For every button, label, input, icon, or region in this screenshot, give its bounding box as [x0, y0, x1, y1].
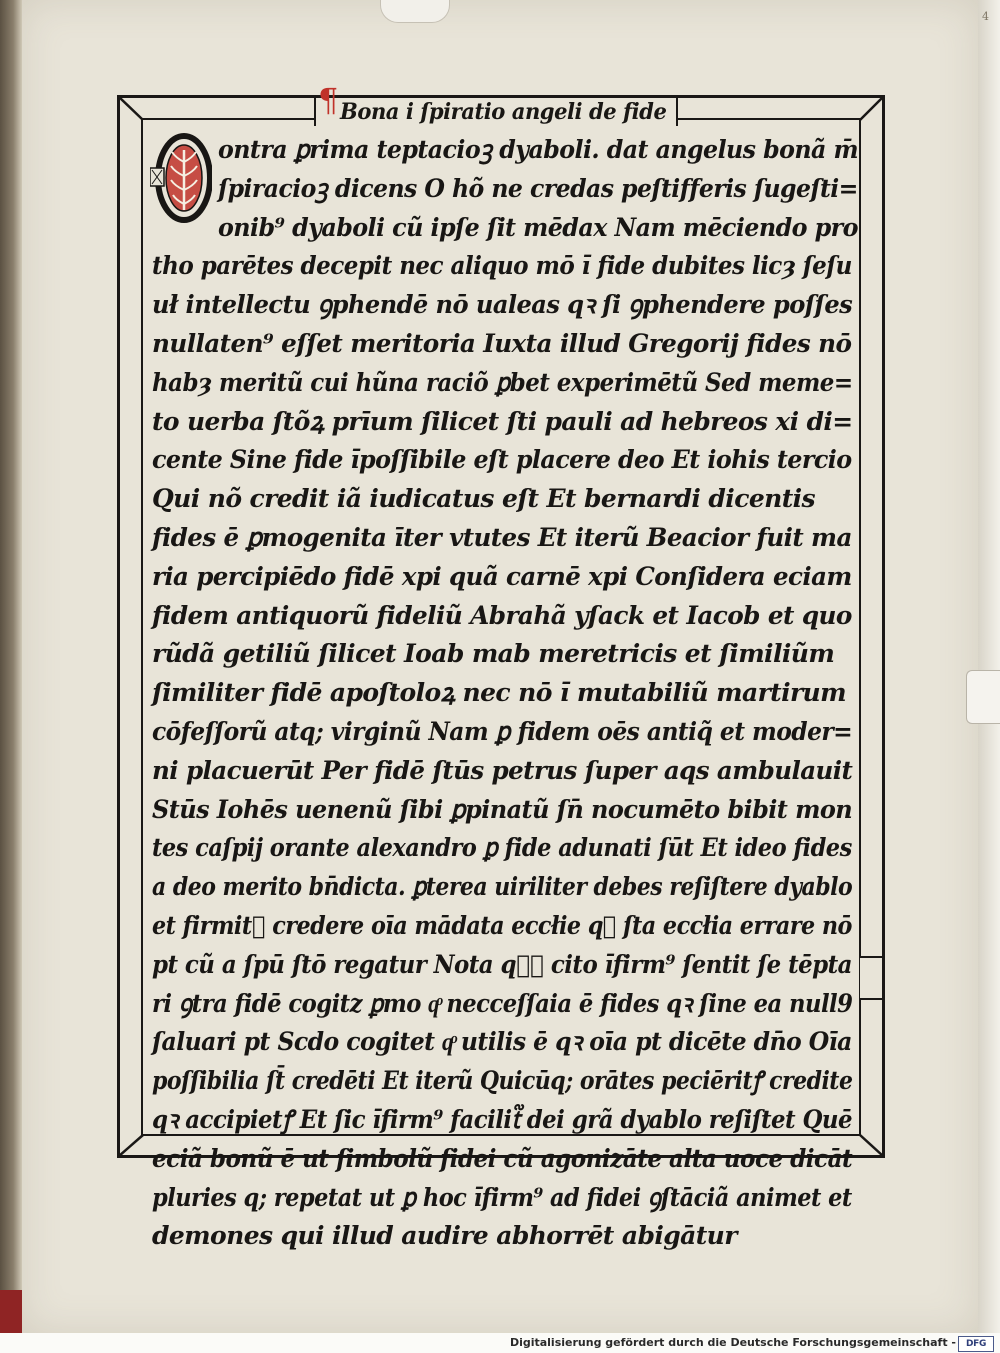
footer: [0, 1333, 1000, 1353]
text-line: Qui nõ credit iã iudicatus eſt Et bernardi dicentis: [152, 484, 816, 514]
funding-credit: Digitalisierung gefördert durch die Deutsche Forschungsgemeinschaft -: [509, 1336, 956, 1349]
text-line: fides ē ꝑmogenita īter vtutes Et iterũ Beacior fuit ma: [152, 523, 852, 552]
binding-edge: [0, 0, 22, 1333]
text-line: ri ꝯtra fidē cogitz ꝑmo qͦ necceſſaia ē fides qꝛ ſine ea null9: [152, 988, 853, 1018]
text-line: Stūs Iohēs uenenũ ſibi ꝑpinatũ ſn̄ nocumēto bibit mon: [152, 794, 853, 824]
red-binding-strip: [0, 1290, 22, 1333]
text-line: uł intellectu ꝯphendē nō ualeas qꝛ ſi ꝯphendere poſſes: [152, 290, 853, 320]
frame-side-notch: [860, 956, 884, 1000]
text-line: et firmit᷑ credere oīa mādata eccłie qꝛ ſta eccłia errare nō: [152, 911, 852, 940]
text-line: pluries q; repetat ut ꝑ hoc ı̄firm⁹ ad fidei ꝯſtāciã animet et: [152, 1182, 852, 1212]
text-line: ni placuerūt Per fidē ſtūs petrus ſuper aqs ambulauit: [152, 755, 853, 785]
page-edge: [978, 0, 1000, 1333]
text-line: ſpiracioꝫ dicens O hõ ne credas peſtifferis ſugeſti=: [218, 173, 858, 203]
text-line: ſaluari pt Scdo cogitet qͦ utilis ē qꝛ oīa pt dicēte dn̄o Oīa: [152, 1027, 852, 1057]
text-line: habȝ meritũ cui hũna raciõ ꝑbet experimētũ Sed meme=: [152, 367, 853, 397]
rubric-heading: Bona i ſpiratio angeli de fide: [340, 99, 667, 125]
text-line: onib⁹ dyaboli cũ ipſe ſit mēdax Nam mēciendo pro: [218, 212, 858, 242]
paper-tab-right: [966, 670, 1000, 724]
text-line: to uerba ſtõꝝ prīum ſilicet ſti pauli ad hebreos xi di=: [152, 406, 853, 436]
folio-number: 4: [982, 10, 989, 23]
text-line: ria percipiēdo fidē xpi quã carnē xpi Conſidera eciam: [152, 561, 852, 591]
text-line: ontra ꝑrima teptacioꝫ dyaboli. dat angelus bonã m̄: [218, 135, 859, 164]
text-line: cente Sine fide ı̄poſſibile eſt placere deo Et iohis tercio: [152, 445, 852, 475]
text-line: tes caſpij orante alexandro ꝑ fide adunati ſūt Et ideo fides: [152, 833, 852, 863]
text-line: nullaten⁹ eſſet meritoria Iuxta illud Gregorij fides nō: [152, 329, 852, 358]
text-line: fidem antiquorũ fideliũ Abrahã yſack et Iacob et quo: [152, 600, 852, 630]
dfg-logo-icon: DFG: [958, 1336, 994, 1352]
text-line: ſimiliter fidē apoſtoloꝝ nec nō ı̄ mutabiliũ martirum: [152, 678, 846, 708]
text-line: eciã bonũ ē ut ſimbolũ fidei cũ agonizāte alta uoce dicāt: [152, 1143, 853, 1173]
text-line: a deo merito bn̄dicta. ꝑterea uiriliter debes reſiſtere dyablo: [152, 872, 853, 902]
text-line: demones qui illud audire abhorrēt abigātur: [152, 1221, 737, 1251]
paper-tab-top: [380, 0, 450, 23]
rubric-mark: ¶: [318, 81, 339, 119]
decorated-initial-icon: [150, 128, 212, 230]
text-line: poſſibilia ſt̄ credēti Et iterũ Quicūq; orātes peciēritꝭ credite: [152, 1066, 853, 1096]
text-line: tho parētes decepit nec aliquo mō ı̄ fide dubites licȝ ſeſu: [152, 251, 852, 281]
text-line: qꝛ accipietꝭ Et ſic ı̄firm⁹ facilit᷑ dei grã dyablo reſiſtet Quē: [152, 1105, 853, 1134]
text-line: cōfeſſorũ atq; virginũ Nam ꝑ fidem oēs antiq̃ et moder=: [152, 717, 853, 746]
text-line: rũdã getiliũ ſilicet Ioab mab meretricis et ſimiliũm: [152, 639, 835, 669]
text-line: pt cũ a ſpū ſtō regatur Nota qͦ᷑ cito ı̄firm⁹ ſentit ſe tēpta: [152, 949, 852, 979]
